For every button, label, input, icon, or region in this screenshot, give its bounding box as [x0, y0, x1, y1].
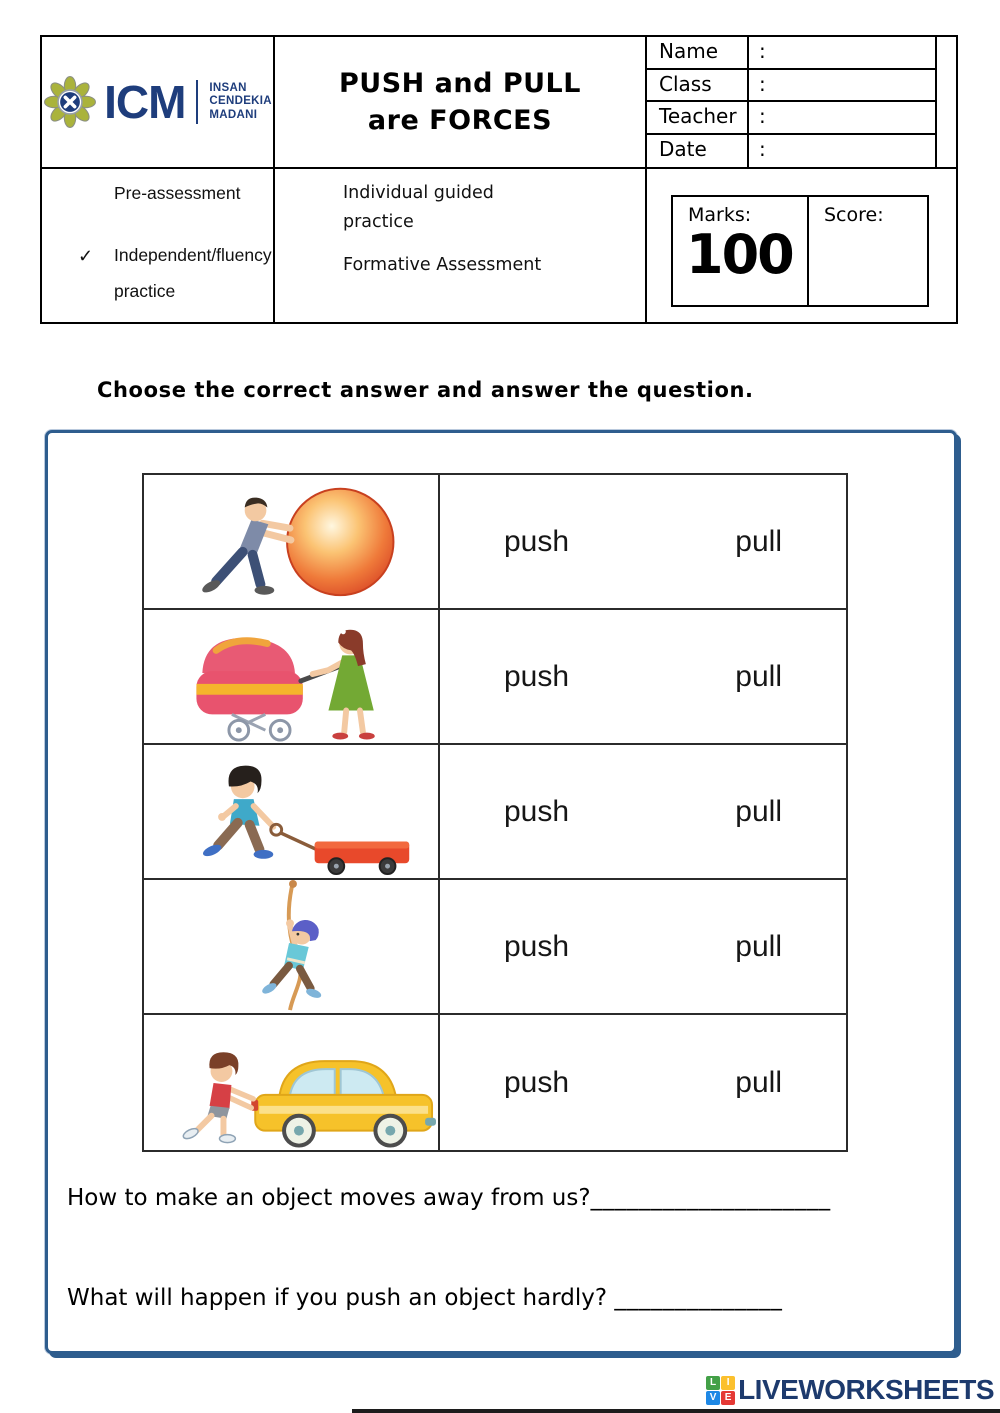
field-label-teacher: Teacher [647, 102, 749, 133]
checkmark-icon: ✓ [78, 246, 94, 266]
assessment-item-line: practice [343, 212, 414, 232]
assessment-item-formative: Formative Assessment [343, 255, 542, 275]
tile-i: I [721, 1376, 735, 1390]
school-logo [42, 37, 275, 169]
illustration-man-pushing-ball [144, 475, 440, 608]
option-push[interactable]: push [504, 929, 570, 963]
answer-cell-3 [440, 745, 846, 878]
logo-org-line: MADANI [209, 108, 258, 121]
marks-cell [673, 197, 809, 305]
question-1 [67, 1185, 831, 1211]
option-pull[interactable]: pull [735, 929, 782, 963]
score-cell[interactable] [809, 197, 927, 305]
assessment-item-guided [343, 179, 639, 237]
worksheet-frame [45, 430, 957, 1354]
quiz-row-1 [144, 475, 846, 610]
quiz-row-5 [144, 1015, 846, 1150]
option-pull[interactable]: pull [735, 659, 782, 693]
icm-emblem-icon [43, 75, 97, 129]
field-row-name [647, 37, 935, 70]
option-pull[interactable]: pull [735, 1065, 782, 1099]
title-line-2: are FORCES [367, 105, 553, 136]
title-line-1: PUSH and PULL [339, 68, 581, 99]
option-pull[interactable]: pull [735, 794, 782, 828]
assessment-type-mid [275, 169, 647, 322]
option-push[interactable]: push [504, 659, 570, 693]
liveworksheets-tiles-icon [706, 1376, 735, 1405]
worksheet-title [275, 37, 647, 169]
question-1-answer-blank[interactable]: ____________________ [590, 1185, 831, 1211]
marks-score-box [647, 169, 956, 322]
assessment-type-left [42, 169, 275, 322]
question-2-text: What will happen if you push an object hardly? [67, 1285, 615, 1311]
field-value-name[interactable]: : [759, 39, 766, 63]
illustration-woman-pushing-stroller [144, 610, 440, 743]
quiz-row-4 [144, 880, 846, 1015]
quiz-row-3 [144, 745, 846, 880]
logo-org-name [209, 82, 271, 123]
illustration-kid-climbing-rope [144, 880, 440, 1013]
field-row-date [647, 135, 935, 168]
question-2-answer-blank[interactable]: ______________ [614, 1285, 783, 1311]
logo-org-line: INSAN [209, 81, 247, 94]
option-push[interactable]: push [504, 1065, 570, 1099]
assessment-item-line: Independent/fluency [114, 245, 272, 265]
score-label: Score: [824, 204, 884, 226]
field-label-date: Date [647, 135, 749, 168]
assessment-item-line: practice [114, 281, 176, 301]
answer-cell-5 [440, 1015, 846, 1150]
marks-value: 100 [686, 223, 793, 286]
quiz-row-2 [144, 610, 846, 745]
illustration-boy-pulling-wagon [144, 745, 440, 878]
tile-e: E [721, 1391, 735, 1405]
field-value-teacher[interactable]: : [759, 104, 766, 128]
instruction-text: Choose the correct answer and answer the question. [97, 378, 754, 402]
field-label-name: Name [647, 37, 749, 68]
logo-divider [196, 80, 198, 124]
question-1-text: How to make an object moves away from us? [67, 1185, 591, 1211]
tile-v: V [706, 1391, 720, 1405]
liveworksheets-wordmark: LIVEWORKSHEETS [738, 1374, 994, 1405]
answer-cell-1 [440, 475, 846, 608]
student-info-table [647, 37, 956, 169]
assessment-item-independent [78, 237, 272, 309]
tile-l: L [706, 1376, 720, 1390]
quiz-table [142, 473, 848, 1152]
assessment-item-pre: Pre-assessment [114, 183, 241, 203]
field-value-date[interactable]: : [759, 136, 766, 161]
illustration-boy-pushing-car [144, 1015, 440, 1150]
field-label-class: Class [647, 70, 749, 101]
field-row-teacher [647, 102, 935, 135]
marks-label: Marks: [688, 204, 752, 226]
logo-acronym: ICM [104, 76, 186, 128]
option-push[interactable]: push [504, 794, 570, 828]
question-2 [67, 1285, 782, 1311]
header-table [40, 35, 958, 324]
liveworksheets-logo [706, 1374, 994, 1406]
option-push[interactable]: push [504, 524, 570, 558]
page-edge-artifact [352, 1409, 1000, 1413]
answer-cell-4 [440, 880, 846, 1013]
field-value-class[interactable]: : [759, 71, 766, 96]
assessment-item-line: Individual guided [343, 183, 494, 203]
option-pull[interactable]: pull [735, 524, 782, 558]
logo-org-line: CENDEKIA [209, 95, 272, 108]
answer-cell-2 [440, 610, 846, 743]
field-row-class [647, 70, 935, 103]
